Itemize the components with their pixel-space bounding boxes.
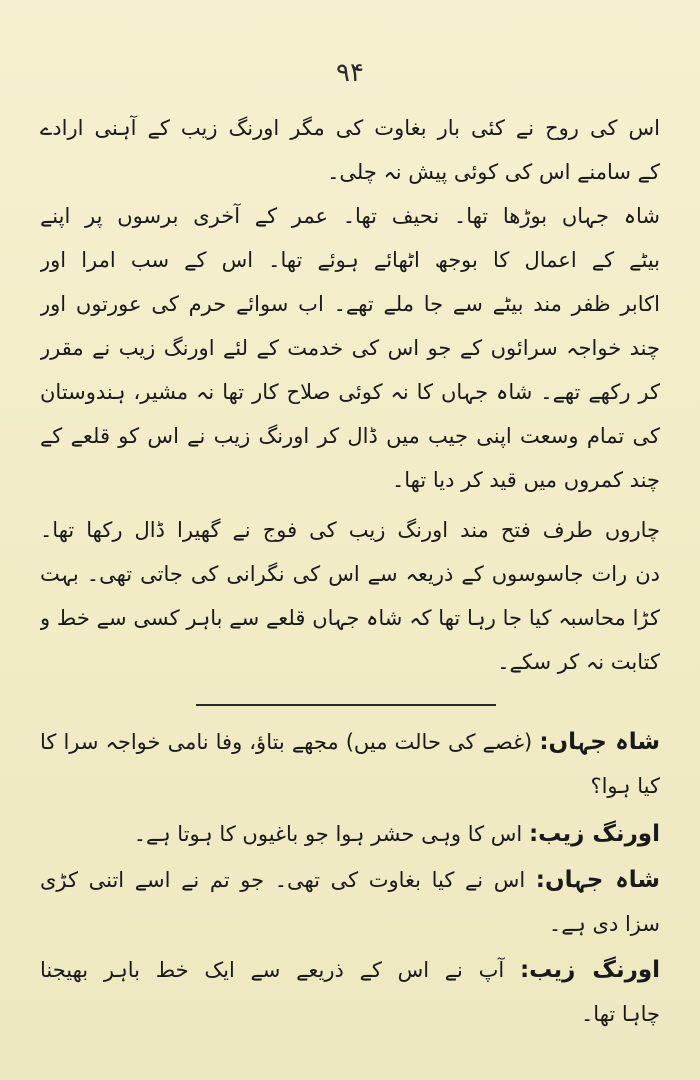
text-line: شاہ جہاں بوڑھا تھا۔ نحیف تھا۔ عمر کے آخری برسوں پر اپنے (40, 204, 660, 228)
text-line: بیٹے کے اعمال کا بوجھ اٹھائے ہوئے تھا۔ اس کے سب امرا اور (40, 248, 660, 272)
text-line: دن رات جاسوسوں کے ذریعہ سے اس کی نگرانی کی جاتی تھی۔ بہت (40, 562, 660, 586)
dialogue-line (40, 814, 660, 854)
speaker-name: شاہ جہاں: (539, 729, 660, 755)
text-line: کڑا محاسبہ کیا جا رہا تھا کہ شاہ جہاں قلعے سے باہر کسی سے خط و (40, 606, 660, 630)
text-line: چاروں طرف فتح مند اورنگ زیب کی فوج نے گھیرا ڈال رکھا تھا۔ (40, 518, 660, 542)
dialogue-line (40, 950, 660, 990)
section-divider (196, 704, 496, 706)
text-line: کر رکھے تھے۔ شاہ جہاں کا نہ کوئی صلاح کار تھا نہ مشیر، ہندوستان (40, 380, 660, 404)
text-line: چند کمروں میں قید کر دیا تھا۔ (391, 468, 660, 492)
text-line: کے سامنے اس کی کوئی پیش نہ چلی۔ (327, 160, 660, 184)
dialogue-text: اس نے کیا بغاوت کی تھی۔ جو تم نے اسے اتنی کڑی (40, 868, 526, 892)
page-number: ۹۴ (336, 58, 364, 88)
dialogue-line: سزا دی ہے۔ (548, 912, 660, 936)
text-line: اکابر ظفر مند بیٹے سے جا ملے تھے۔ اب سوائے حرم کی عورتوں اور (40, 292, 660, 316)
text-line: اس کی روح نے کئی بار بغاوت کی مگر اورنگ زیب کے آہنی ارادے (40, 116, 660, 140)
dialogue-line: چاہا تھا۔ (581, 1002, 660, 1026)
dialogue-line (40, 860, 660, 900)
text-line: چند خواجہ سرائوں کے جو اس کی خدمت کے لئے اورنگ زیب نے مقرر (40, 336, 660, 360)
text-line: کتابت نہ کر سکے۔ (497, 650, 660, 674)
dialogue-line: کیا ہوا؟ (590, 774, 660, 798)
speaker-name: شاہ جہاں: (535, 867, 660, 893)
dialogue-text: آپ نے اس کے ذریعے سے ایک خط باہر بھیجنا (40, 958, 505, 982)
dialogue-line (40, 722, 660, 762)
speaker-name: اورنگ زیب: (519, 957, 660, 983)
dialogue-text: (غصے کی حالت میں) مجھے بتاؤ، وفا نامی خواجہ سرا کا (40, 730, 533, 754)
speaker-name: اورنگ زیب: (528, 821, 660, 847)
dialogue-text: اس کا وہی حشر ہوا جو باغیوں کا ہوتا ہے۔ (133, 822, 523, 846)
text-line: کی تمام وسعت اپنی جیب میں ڈال کر اورنگ زیب نے اس کو قلعے کے (40, 424, 660, 448)
